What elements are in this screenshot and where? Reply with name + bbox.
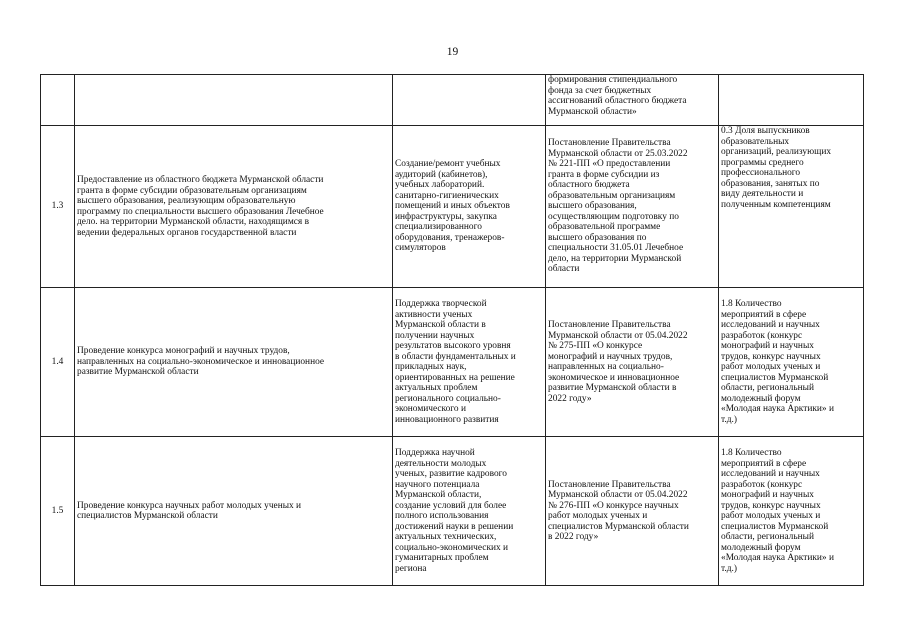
table-row xyxy=(41,437,864,586)
indicator-cell: 1.8 Количество мероприятий в сфере исследований и научных разработок (конкурс монографий и научных трудов, конкурс научных работ молодых ученых и специалистов Мурманской области, региональный молодежный форум «Молодая наука Арктики» и т.д.) xyxy=(719,437,864,586)
indicator-cell: 0.3 Доля выпускников образовательных организаций, реализующих программы среднего профессионального образования, занятых по виду деятельности и полученным компетенциям xyxy=(719,126,864,288)
activity-cell: Проведение конкурса монографий и научных трудов, направленных на социально-экономическое и инновационное развитие Мурманской области xyxy=(75,288,393,437)
goal-cell xyxy=(393,75,546,126)
row-number xyxy=(41,75,75,126)
row-number: 1.3 xyxy=(41,126,75,288)
indicator-cell xyxy=(719,75,864,126)
page-number: 19 xyxy=(446,46,459,58)
table-row xyxy=(41,126,864,288)
measures-table xyxy=(40,74,864,586)
document-cell: формирования стипендиального фонда за счет бюджетных ассигнований областного бюджета Мурманской области» xyxy=(546,75,719,126)
document-cell: Постановление Правительства Мурманской области от 25.03.2022 № 221-ПП «О предоставлении гранта в форме субсидии из областного бюджета образовательным организациям высшего образования, осуществляющим подготовку по образовательной программе высшего образования по специальности 31.05.01 Лечебное дело, на территории Мурманской области xyxy=(546,126,719,288)
goal-cell: Создание/ремонт учебных аудиторий (кабинетов), учебных лабораторий. санитарно-гигиенических помещений и иных объектов инфраструктуры, закупка специализированного оборудования, тренажеров- симуляторов xyxy=(393,126,546,288)
activity-cell: Предоставление из областного бюджета Мурманской области гранта в форме субсидии образовательным организациям высшего образования, реализующим образовательную программу по специальности высшего образования Лечебное дело. на территории Мурманской области, находящимся в ведении федеральных органов государственной власти xyxy=(75,126,393,288)
goal-cell: Поддержка научной деятельности молодых ученых, развитие кадрового научного потенциала Мурманской области, создание условий для более полного использования достижений науки в решении актуальных технических, социально-экономических и гуманитарных проблем региона xyxy=(393,437,546,586)
activity-cell: Проведение конкурса научных работ молодых ученых и специалистов Мурманской области xyxy=(75,437,393,586)
document-cell: Постановление Правительства Мурманской области от 05.04.2022 № 276-ПП «О конкурсе научных работ молодых ученых и специалистов Мурманской области в 2022 году» xyxy=(546,437,719,586)
indicator-cell: 1.8 Количество мероприятий в сфере исследований и научных разработок (конкурс монографий и научных трудов, конкурс научных работ молодых ученых и специалистов Мурманской области, региональный молодежный форум «Молодая наука Арктики» и т.д.) xyxy=(719,288,864,437)
table-row xyxy=(41,288,864,437)
goal-cell: Поддержка творческой активности ученых Мурманской области в получении научных результатов высокого уровня в области фундаментальных и прикладных наук, ориентированных на решение актуальных проблем регионального социально- экономического и инновационного развития xyxy=(393,288,546,437)
document-cell: Постановление Правительства Мурманской области от 05.04.2022 № 275-ПП «О конкурсе монографий и научных трудов, направленных на социально- экономическое и инновационное развитие Мурманской области в 2022 году» xyxy=(546,288,719,437)
table-row xyxy=(41,75,864,126)
row-number: 1.4 xyxy=(41,288,75,437)
row-number: 1.5 xyxy=(41,437,75,586)
activity-cell xyxy=(75,75,393,126)
